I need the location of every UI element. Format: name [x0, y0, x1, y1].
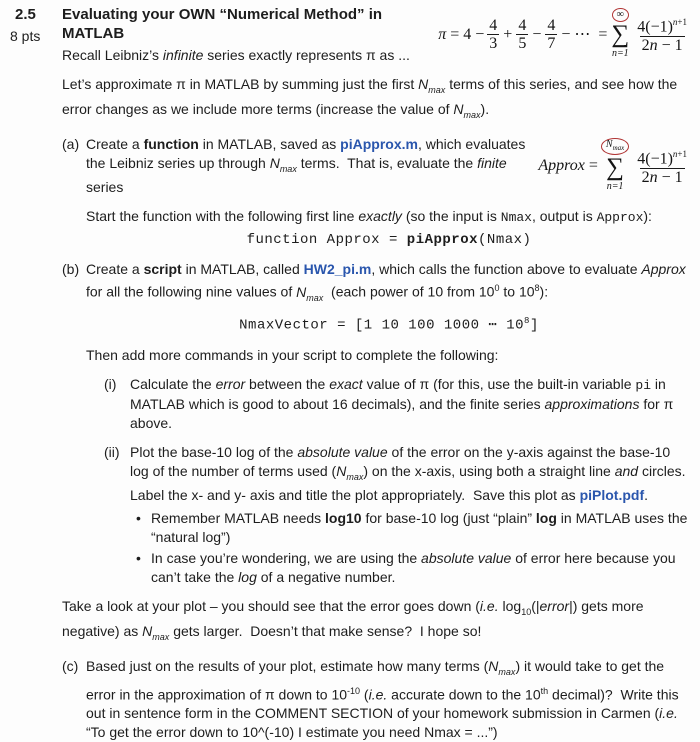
- infinity-circle-annotation: ∞: [612, 8, 629, 22]
- part-a: [62, 135, 692, 251]
- part-c-text: Based just on the results of your plot, estimate how many terms $(N_{max})$ it would take to get the error in the approximation of π down to $10^{-10}$ (i.e. accurate down to the 10th decimal)? Write this out in sentence form in the COMMENT SECTION of your homework submission in Carmen (i.e. “To get the error down to 10^(-10) I estimate you need Nmax = ...”): [86, 657, 679, 741]
- item-ii-label: (ii): [104, 443, 120, 460]
- ellipsis-equals: − ⋯ =: [561, 25, 608, 43]
- bullet-text: Remember MATLAB needs log10 for base-10 log (just “plain” log in MATLAB uses the “natural log”): [151, 510, 688, 546]
- part-b-text: Create a script in MATLAB, called HW2_pi.m, which calls the function above to evaluate Approx for all the following nine values of $N_{max}$ (each power of 10 from $10^0$ to $10^8$):: [86, 261, 686, 303]
- finite-summation-symbol: [601, 138, 629, 193]
- approx-lhs: Approx =: [538, 157, 598, 175]
- problem-gutter: [10, 5, 62, 742]
- header-text: [62, 5, 434, 65]
- list-item: [136, 549, 692, 587]
- sigma-icon: ∑: [611, 21, 630, 48]
- bullet-icon: •: [136, 510, 141, 527]
- sigma-icon: ∑: [606, 154, 624, 182]
- then-add-commands-line: Then add more commands in your script to complete the following:: [86, 346, 499, 363]
- nmaxvector-code: NmaxVector = [1 10 100 1000 ⋯ $10^8$]: [239, 315, 539, 334]
- part-c: [62, 657, 692, 742]
- item-ii-bullets: [136, 509, 692, 587]
- function-signature-code: function Approx = piApprox(Nmax): [246, 232, 532, 249]
- part-c-label: (c): [62, 657, 79, 674]
- item-ii: [104, 443, 692, 588]
- problem-header: [62, 5, 692, 65]
- bullet-icon: •: [136, 550, 141, 567]
- sigma-lower-limit: n=1: [611, 48, 629, 59]
- intro-line: Recall Leibniz’s infinite series exactly represents π as ...: [62, 47, 410, 63]
- fraction-4-7: $\frac{4}{7}$: [547, 16, 556, 52]
- item-ii-body: [130, 443, 692, 588]
- item-i: [104, 375, 692, 433]
- problem-content: [62, 5, 692, 742]
- fraction-4-3: $\frac{4}{3}$: [489, 16, 498, 52]
- part-a-body: [86, 135, 692, 251]
- bullet-text: In case you’re wondering, we are using the absolute value of error here because you can’t take the log of a negative number.: [151, 550, 676, 586]
- part-a-label: (a): [62, 135, 80, 152]
- fraction-4-5: $\frac{4}{5}$: [518, 16, 527, 52]
- leibniz-infinite-series-formula: [438, 5, 692, 60]
- points-label: 8 pts: [10, 28, 41, 44]
- nmax-circle-annotation: $N_{max}$: [601, 138, 629, 155]
- start-function-line: Start the function with the following first line exactly (so the input is Nmax, output is Approx):: [86, 208, 652, 226]
- plus-operator: +: [503, 25, 513, 43]
- sigma-lower-limit: n=1: [606, 181, 624, 193]
- item-i-text: Calculate the error between the exact value of π (for this, use the built-in variable pi in MATLAB which is good to about 16 decimals), and the finite series approximations for π above.: [130, 375, 674, 431]
- part-a-text: Create a function in MATLAB, saved as piApprox.m, which evaluates the Leibniz series up through $N_{max}$ terms. That is, evaluate the finite series: [86, 135, 526, 196]
- problem-title: Evaluating your OWN “Numerical Method” in MATLAB: [62, 6, 383, 42]
- part-b-body: [86, 260, 692, 364]
- series-term-fraction: $\frac{4(-1)^{n+1}}{2n - 1}$: [637, 17, 687, 54]
- item-ii-text: Plot the base-10 log of the absolute value of the error on the y-axis against the base-10 log of the number of terms used $(N_{max})$ on the x-axis, using both a straight line and circles. Label the x- and y- axis and title the plot appropriately. Save this plot as piPlot.pdf.: [130, 443, 686, 504]
- item-i-label: (i): [104, 375, 117, 392]
- part-b: [62, 260, 692, 364]
- summation-symbol: [611, 8, 629, 60]
- problem-number: 2.5: [15, 6, 36, 23]
- series-term-fraction: $\frac{4(-1)^{n+1}}{2n - 1}$: [637, 149, 687, 186]
- formula-lhs: π = 4 −: [438, 25, 485, 43]
- intro-paragraph: Let’s approximate π in MATLAB by summing just the first $N_{max}$ terms of this series, and see how the error changes as we include more terms (increase the value of $N_{max}$).: [62, 76, 678, 120]
- take-a-look-paragraph: Take a look at your plot – you should see that the error goes down (i.e. $\log_{10}(|error|)$ gets more negative) as $N_{max}$ gets larger. Doesn’t that make sense? I hope so!: [62, 598, 644, 642]
- finite-series-formula: [538, 138, 692, 193]
- part-b-label: (b): [62, 261, 80, 278]
- part-a-row: [86, 135, 692, 198]
- list-item: [136, 509, 692, 547]
- minus-operator: −: [532, 25, 542, 43]
